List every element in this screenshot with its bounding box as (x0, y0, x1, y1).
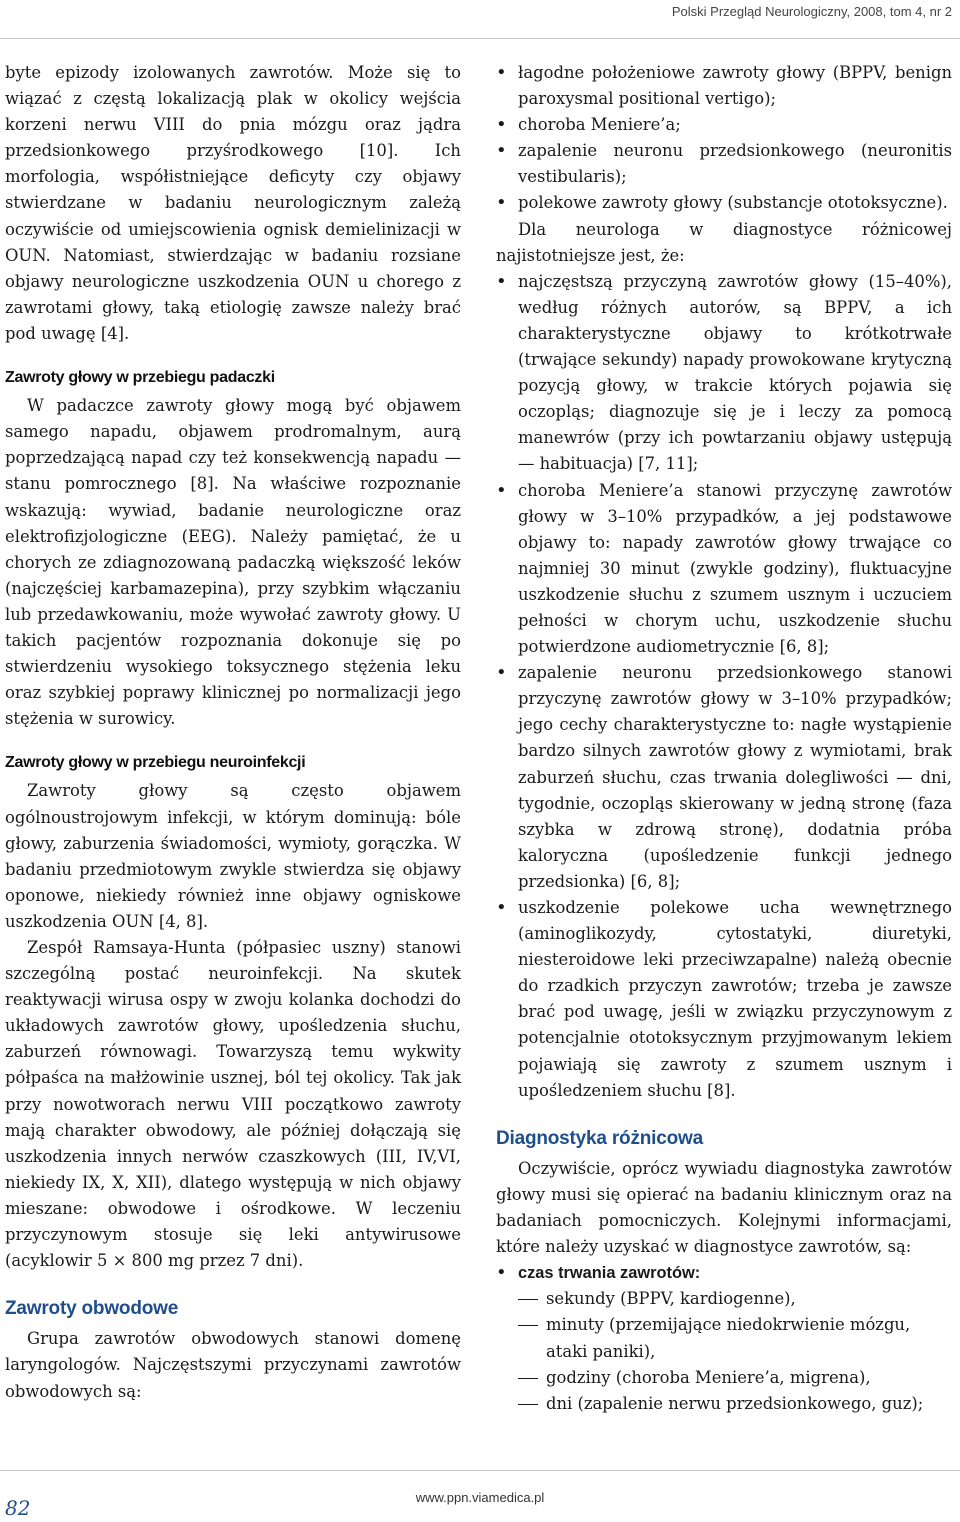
right-column (496, 60, 952, 1417)
dash-item: godziny (choroba Meniere’a, migrena), (496, 1365, 952, 1391)
paragraph: Zawroty głowy są często objawem ogólnoustrojowym infekcji, w którym dominują: bóle głowy, zaburzenia świadomości, wymioty, gorączka. W badaniu przedmiotowym zwykle stwierdza się objawy oponowe, niekiedy również inne objawy ogniskowe uszkodzenia OUN [4, 8]. (5, 781, 461, 931)
differential-list (496, 269, 952, 1104)
list-item: • choroba Meniere’a stanowi przyczynę zawrotów głowy w 3–10% przypadków, a jej podstawowe objawy to: napady zawrotów głowy trwające co najmniej 30 minut (zwykle godziny), fluktuacyjne uszkodzenie słuchu z szumem usznym i uczuciem pełności w chorym uchu, uszkodzenie słuchu potwierdzone audiometrycznie [6, 8]; (496, 478, 952, 661)
subheading-neuroinfection: Zawroty głowy w przebiegu neuroinfekcji (5, 754, 306, 772)
duration-label: czas trwania zawrotów: (518, 1264, 701, 1283)
footer-rule (0, 1470, 960, 1471)
section-heading-differential: Diagnostyka różnicowa (496, 1127, 703, 1149)
list-item: • łagodne położeniowe zawroty głowy (BPPV, benign paroxysmal positional vertigo); (496, 60, 952, 112)
page-number: 82 (5, 1496, 31, 1520)
journal-header: Polski Przegląd Neurologiczny, 2008, tom 4, nr 2 (671, 4, 952, 19)
dash-item: sekundy (BPPV, kardiogenne), (496, 1286, 952, 1312)
subheading-epilepsy: Zawroty głowy w przebiegu padaczki (5, 369, 275, 387)
list-item: • polekowe zawroty głowy (substancje ototoksyczne). (496, 190, 952, 216)
header-rule (0, 38, 960, 39)
paragraph: Dla neurologa w diagnostyce różnicowej najistotniejsze jest, że: (496, 219, 952, 265)
left-column (5, 60, 461, 1405)
causes-list (496, 60, 952, 217)
paragraph: W padaczce zawroty głowy mogą być objawem samego napadu, objawem prodromalnym, aurą poprzedzającą napad czy też konsekwencją napadu — stanu pomrocznego [8]. Na właściwe rozpoznanie wskazują: wywiad, badanie neurologiczne oraz elektrofizjologiczne (EEG). Należy pamiętać, że u chorych ze zdiagnozowaną padaczką większość leków (najczęściej karbamazepina), przy szybkim włączaniu lub przedawkowaniu, może wywołać zawroty głowy. U takich pacjentów rozpoznania dokonuje się po stwierdzeniu wysokiego toksycznego stężenia leku oraz szybkiej poprawy klinicznej po normalizacji jego stężenia w surowicy. (5, 396, 461, 729)
list-item: • zapalenie neuronu przedsionkowego stanowi przyczynę zawrotów głowy w 3–10% przypadków; jego cechy charakterystyczne to: nagłe wystąpienie bardzo silnych zawrotów głowy z wymiotami, brak zaburzeń słuchu, czas trwania dolegliwości — dni, tygodnie, oczopląs skierowany w jedną stronę (faza szybka w zdrową stronę), dodatnia próba kaloryczna (upośledzenie funkcji jednego przedsionka) [6, 8]; (496, 660, 952, 895)
list-item: • choroba Meniere’a; (496, 112, 952, 138)
duration-list (496, 1260, 952, 1286)
duration-sublist (496, 1286, 952, 1416)
section-heading-peripheral: Zawroty obwodowe (5, 1298, 179, 1320)
list-item: • najczęstszą przyczyną zawrotów głowy (15–40%), według różnych autorów, są BPPV, a ich charakterystyczne objawy to krótkotrwałe (trwające sekundy) napady prowokowane krytyczną pozycją głowy, w trakcie których pojawia się oczopląs; diagnozuje się je i leczy za pomocą manewrów (przy ich powtarzaniu objawy ustępują — habituacja) [7, 11]; (496, 269, 952, 478)
dash-item: dni (zapalenie nerwu przedsionkowego, guz); (496, 1391, 952, 1417)
dash-item: minuty (przemijające niedokrwienie mózgu, ataki paniki), (496, 1312, 952, 1364)
paragraph: byte epizody izolowanych zawrotów. Może się to wiązać z częstą lokalizacją plak w okolicy wejścia korzeni nerwu VIII do pnia mózgu oraz jądra przedsionkowego przyśrodkowego [10]. Ich morfologia, współistniejące deficyty czy objawy stwierdzane w badaniu neurologicznym zależą oczywiście od umiejscowienia ognisk demielinizacji w OUN. Natomiast, stwierdzając w badaniu rozsiane objawy neurologiczne uszkodzenia OUN u chorego z zawrotami głowy, taką etiologię zawsze należy brać pod uwagę [4]. (5, 63, 461, 343)
paragraph: Zespół Ramsaya-Hunta (półpasiec uszny) stanowi szczególną postać neuroinfekcji. Na skutek reaktywacji wirusa ospy w zwoju kolanka dochodzi do układowych zawrotów głowy, upośledzenia słuchu, zaburzeń równowagi. Towarzyszą temu wykwity półpaśca na małżowinie usznej, ból tej okolicy. Tak jak przy nowotworach nerwu VIII początkowo zawroty mają charakter obwodowy, ale później dołączają się uszkodzenia innych nerwów czaszkowych (III, IV,VI, niekiedy IX, X, XII), dlatego występują w nich objawy mieszane: obwodowe i ośrodkowe. W leczeniu przyczynowym stosuje się leki antywirusowe (acyklowir 5 × 800 mg przez 7 dni). (5, 938, 461, 1271)
footer-url: www.ppn.viamedica.pl (415, 1490, 545, 1505)
list-item: • zapalenie neuronu przedsionkowego (neuronitis vestibularis); (496, 138, 952, 190)
list-item (496, 1260, 952, 1286)
paragraph: Grupa zawrotów obwodowych stanowi domenę laryngologów. Najczęstszymi przyczynami zawrotów obwodowych są: (5, 1329, 461, 1401)
paragraph: Oczywiście, oprócz wywiadu diagnostyka zawrotów głowy musi się opierać na badaniu klinicznym oraz na badaniach pomocniczych. Kolejnymi informacjami, które należy uzyskać w diagnostyce zawrotów, są: (496, 1158, 952, 1257)
list-item: • uszkodzenie polekowe ucha wewnętrznego (aminoglikozydy, cytostatyki, diuretyki, niesteroidowe leki przeciwzapalne) należą obecnie do rzadkich przyczyn zawrotów; trzeba je zawsze brać pod uwagę, jeśli w związku przyczynowym z potencjalnie ototoksycznym przyjmowanym lekiem pojawiają się zawroty z szumem usznym i upośledzeniem słuchu [8]. (496, 895, 952, 1104)
